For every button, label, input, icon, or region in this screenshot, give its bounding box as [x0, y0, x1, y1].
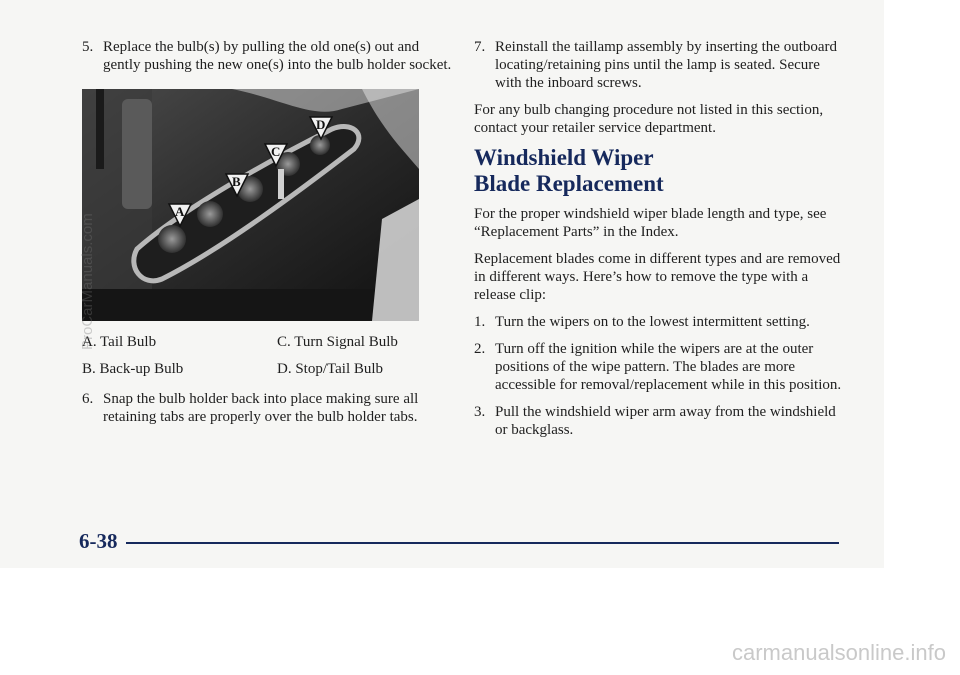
heading-line-1: Windshield Wiper	[474, 145, 654, 170]
wiper-step-3	[474, 403, 844, 439]
wiper-step-2	[474, 340, 844, 394]
step-number: 3.	[474, 404, 486, 420]
step-5	[82, 38, 452, 74]
blade-length-paragraph: For the proper windshield wiper blade length and type, see “Replacement Parts” in the Index.	[474, 206, 827, 240]
callout-label: B	[232, 174, 241, 189]
caption-stop-tail-bulb: D. Stop/Tail Bulb	[277, 361, 384, 377]
side-watermark: ProCarManuals.com	[79, 213, 96, 350]
callout-label: C	[271, 144, 281, 159]
callout-c	[263, 142, 289, 168]
step-text: Snap the bulb holder back into place making sure all retaining tabs are properly over the bulb holder tabs.	[103, 391, 419, 425]
bottom-watermark: carmanualsonline.info	[731, 640, 946, 665]
caption-tail-bulb: A. Tail Bulb	[82, 334, 157, 350]
step-6	[82, 390, 452, 426]
heading-line-2: Blade Replacement	[474, 171, 664, 196]
step-number: 7.	[474, 39, 486, 55]
step-text: Turn the wipers on to the lowest intermittent setting.	[495, 314, 810, 330]
callout-b	[224, 172, 250, 198]
step-text: Pull the windshield wiper arm away from the windshield or backglass.	[495, 404, 836, 438]
release-clip-paragraph: Replacement blades come in different types and are removed in different ways. Here’s how to remove the type with a release clip:	[474, 251, 841, 303]
step-number: 2.	[474, 341, 486, 357]
step-text: Replace the bulb(s) by pulling the old one(s) out and gently pushing the new one(s) into the bulb holder socket.	[103, 39, 452, 73]
caption-back-up-bulb: B. Back-up Bulb	[82, 361, 184, 377]
left-column	[82, 38, 452, 426]
caption-turn-signal-bulb: C. Turn Signal Bulb	[277, 334, 398, 350]
wiper-step-1	[474, 313, 844, 331]
section-heading	[474, 145, 844, 197]
right-column	[474, 38, 844, 439]
callout-d	[308, 115, 334, 141]
step-number: 6.	[82, 391, 94, 407]
callout-label: D	[316, 117, 326, 132]
step-number: 1.	[474, 314, 486, 330]
step-text: Reinstall the taillamp assembly by inserting the outboard locating/retaining pins until the lamp is seated. Secure with the inboard screws.	[495, 39, 838, 91]
callout-label: A	[175, 204, 185, 219]
step-number: 5.	[82, 39, 94, 55]
bulb-holder-photo	[82, 89, 419, 321]
figure-captions	[82, 333, 452, 378]
page-number: 6-38	[79, 529, 118, 553]
retailer-paragraph: For any bulb changing procedure not listed in this section, contact your retailer service department.	[474, 102, 824, 136]
step-7	[474, 38, 844, 92]
bulb-holder-illustration	[82, 89, 419, 321]
step-text: Turn off the ignition while the wipers are at the outer positions of the wipe pattern. The blades are more accessible for removal/replacement while in this position.	[495, 341, 842, 393]
callout-a	[167, 202, 193, 228]
footer-rule	[126, 542, 839, 544]
page-footer	[79, 529, 839, 559]
